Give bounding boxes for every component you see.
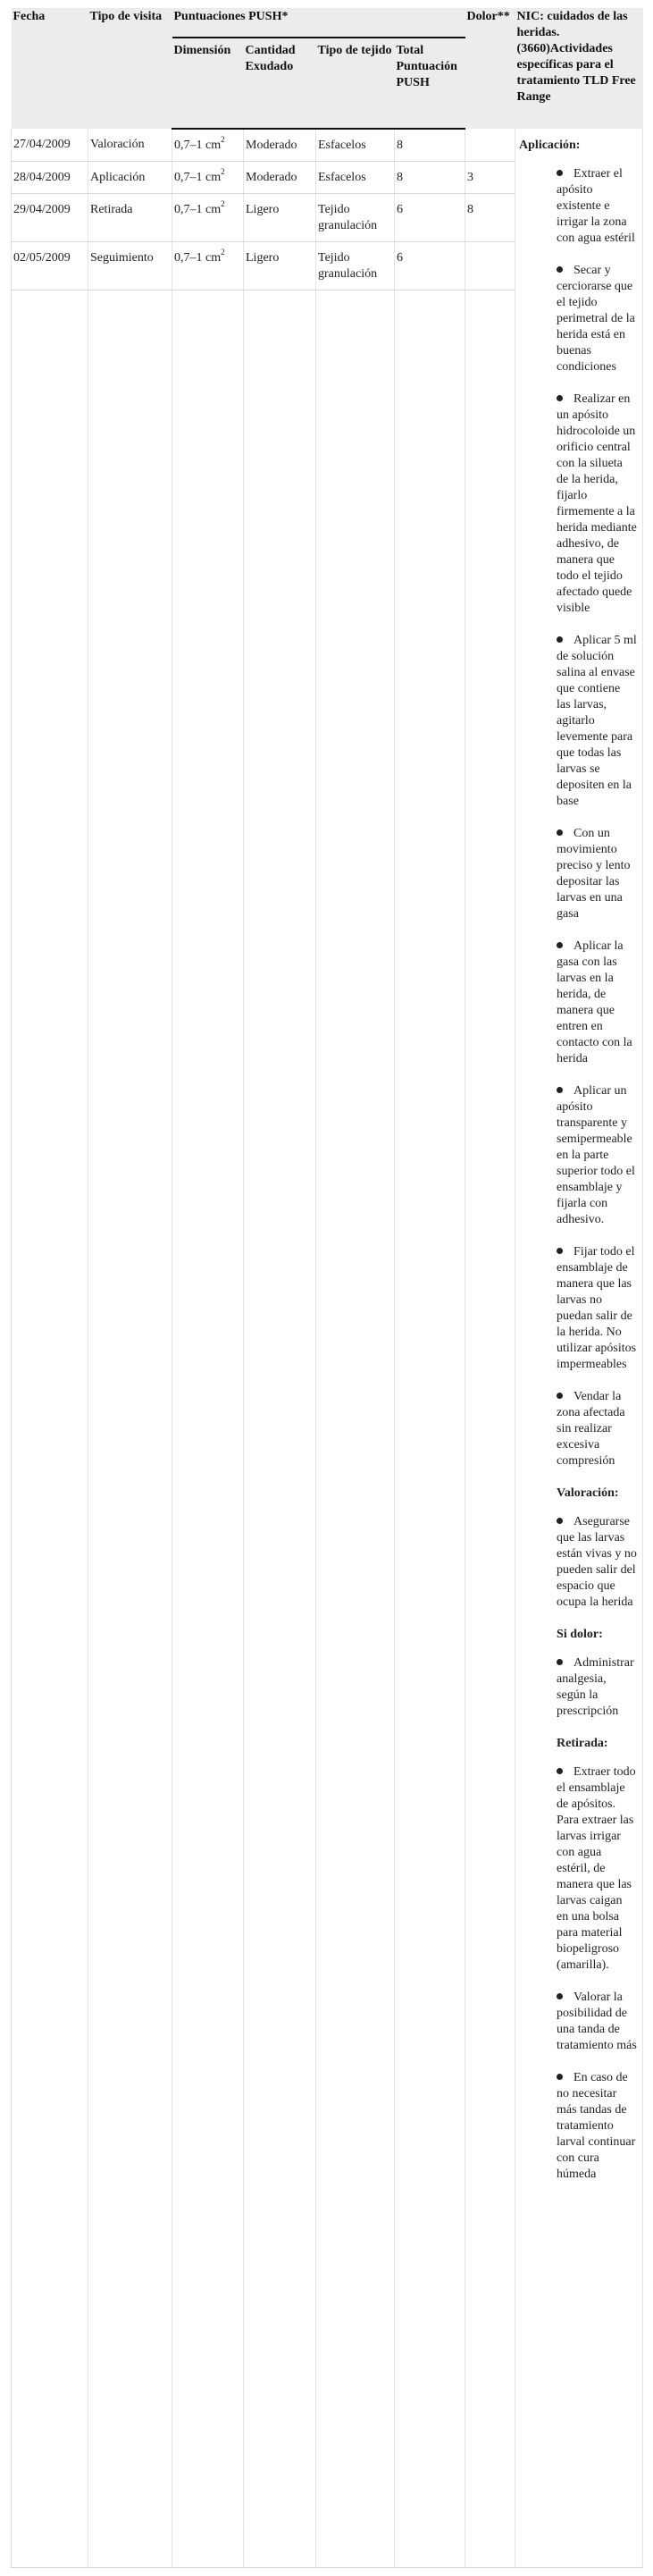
nic-activity-text: Valorar la posibilidad de una tanda de tratamiento más bbox=[557, 1991, 637, 2052]
cell-filler bbox=[395, 290, 465, 2568]
cell-exudado: Moderado bbox=[244, 129, 316, 162]
dimension-sup: 2 bbox=[221, 199, 225, 209]
header-nic: NIC: cuidados de las heridas. (3660)Actividades específicas para el tratamiento TLD Free Range bbox=[515, 8, 643, 129]
bullet-icon bbox=[557, 636, 563, 643]
bullet-icon bbox=[557, 1393, 563, 1399]
cell-fecha: 29/04/2009 bbox=[12, 194, 88, 242]
nic-activity-text: Aplicar la gasa con las larvas en la herida, de manera que entren en contacto con la herida bbox=[557, 939, 632, 1065]
nic-activities bbox=[515, 129, 643, 2568]
list-item bbox=[557, 166, 639, 247]
dimension-sup: 2 bbox=[221, 135, 225, 145]
header-push-group: Puntuaciones PUSH* bbox=[172, 8, 465, 38]
cell-dimension bbox=[172, 194, 244, 242]
dimension-sup: 2 bbox=[221, 167, 225, 177]
nic-activity-text: Extraer todo el ensamblaje de apósitos. Para extraer las larvas irrigar con agua estéril, de manera que las larvas caigan en una bolsa para material biopeligroso (amarilla). bbox=[557, 1765, 636, 1972]
table-row bbox=[12, 129, 643, 162]
nic-activity-text: Vendar la zona afectada sin realizar excesiva compresión bbox=[557, 1390, 625, 1468]
header-total-push: Total Puntuación PUSH bbox=[395, 38, 465, 129]
list-item bbox=[557, 1655, 639, 1720]
cell-dolor bbox=[465, 242, 515, 290]
cell-filler bbox=[88, 290, 172, 2568]
bullet-icon bbox=[557, 2074, 563, 2080]
dimension-value: 0,7–1 cm bbox=[174, 203, 222, 216]
list-item bbox=[557, 1990, 639, 2054]
bullet-icon bbox=[557, 1518, 563, 1524]
cell-dolor: 3 bbox=[465, 162, 515, 194]
nic-activity-text: Extraer el apósito existente e irrigar la zona con agua estéril bbox=[557, 167, 635, 245]
bullet-icon bbox=[557, 1248, 563, 1254]
nic-activity-list bbox=[519, 1655, 639, 1720]
nic-activity-text: Asegurarse que las larvas están vivas y no pueden salir del espacio que ocupa la herida bbox=[557, 1515, 637, 1609]
dimension-sup: 2 bbox=[221, 248, 225, 257]
list-item bbox=[557, 633, 639, 810]
bullet-icon bbox=[557, 1993, 563, 1999]
cell-fecha: 28/04/2009 bbox=[12, 162, 88, 194]
nic-activity-text: Administrar analgesia, según la prescripción bbox=[557, 1656, 634, 1718]
cell-total: 8 bbox=[395, 162, 465, 194]
header-cantidad-exudado: Cantidad Exudado bbox=[244, 38, 316, 129]
cell-fecha: 02/05/2009 bbox=[12, 242, 88, 290]
header-tipo-visita: Tipo de visita bbox=[88, 8, 172, 129]
cell-filler bbox=[465, 290, 515, 2568]
cell-dimension bbox=[172, 242, 244, 290]
list-item bbox=[557, 1514, 639, 1611]
nic-section-title: Aplicación: bbox=[519, 139, 581, 152]
nic-activity-text: Con un movimiento preciso y lento depositar las larvas en una gasa bbox=[557, 827, 631, 921]
header-dolor: Dolor** bbox=[465, 8, 515, 129]
cell-exudado: Moderado bbox=[244, 162, 316, 194]
nic-activity-text: Secar y cerciorarse que el tejido perimetral de la herida está en buenas condiciones bbox=[557, 264, 635, 374]
nic-activity-list bbox=[519, 166, 639, 1469]
dimension-value: 0,7–1 cm bbox=[174, 139, 222, 152]
cell-dolor bbox=[465, 129, 515, 162]
cell-filler bbox=[244, 290, 316, 2568]
cell-tipo: Aplicación bbox=[88, 162, 172, 194]
dimension-value: 0,7–1 cm bbox=[174, 171, 222, 184]
cell-filler bbox=[172, 290, 244, 2568]
cell-tejido: Tejido granulación bbox=[316, 194, 395, 242]
list-item bbox=[557, 391, 639, 617]
cell-total: 6 bbox=[395, 242, 465, 290]
cell-tejido: Esfacelos bbox=[316, 129, 395, 162]
bullet-icon bbox=[557, 170, 563, 176]
cell-fecha: 27/04/2009 bbox=[12, 129, 88, 162]
nic-activity-list bbox=[519, 1514, 639, 1611]
list-item bbox=[557, 2070, 639, 2183]
list-item bbox=[557, 263, 639, 375]
cell-tipo: Seguimiento bbox=[88, 242, 172, 290]
nic-section-title: Retirada: bbox=[557, 1737, 608, 1750]
list-item bbox=[557, 1764, 639, 1974]
list-item bbox=[557, 1083, 639, 1228]
header-dimension: Dimensión bbox=[172, 38, 244, 129]
nic-section-title: Si dolor: bbox=[557, 1628, 603, 1641]
nic-activity-text: Realizar en un apósito hidrocoloide un orificio central con la silueta de la herida, fijarlo firmemente a la herida mediante adhesivo, de manera que todo el tejido afectado quede visible bbox=[557, 392, 637, 615]
bullet-icon bbox=[557, 829, 563, 836]
cell-tipo: Valoración bbox=[88, 129, 172, 162]
nic-activity-text: Fijar todo el ensamblaje de manera que las larvas no puedan salir de la herida. No utilizar apósitos impermeables bbox=[557, 1245, 637, 1371]
cell-dimension bbox=[172, 162, 244, 194]
cell-tejido: Tejido granulación bbox=[316, 242, 395, 290]
cell-filler bbox=[12, 290, 88, 2568]
cell-dimension bbox=[172, 129, 244, 162]
nic-sections bbox=[519, 138, 639, 2183]
cell-dolor: 8 bbox=[465, 194, 515, 242]
dimension-value: 0,7–1 cm bbox=[174, 251, 222, 265]
bullet-icon bbox=[557, 1659, 563, 1665]
bullet-icon bbox=[557, 1087, 563, 1093]
cell-tejido: Esfacelos bbox=[316, 162, 395, 194]
bullet-icon bbox=[557, 266, 563, 273]
bullet-icon bbox=[557, 942, 563, 948]
nic-section-title: Valoración: bbox=[557, 1486, 619, 1500]
nic-activity-text: Aplicar 5 ml de solución salina al envase que contiene las larvas, agitarlo levemente para que todas las larvas se depositen en la base bbox=[557, 634, 637, 808]
nic-activity-list bbox=[519, 1764, 639, 2183]
bullet-icon bbox=[557, 1768, 563, 1774]
cell-total: 6 bbox=[395, 194, 465, 242]
list-item bbox=[557, 939, 639, 1067]
nic-activity-text: En caso de no necesitar más tandas de tratamiento larval continuar con cura húmeda bbox=[557, 2071, 636, 2181]
push-table bbox=[11, 8, 643, 2568]
nic-activity-text: Aplicar un apósito transparente y semipermeable en la parte superior todo el ensamblaje y fijarla con adhesivo. bbox=[557, 1084, 635, 1226]
list-item bbox=[557, 1389, 639, 1469]
cell-tipo: Retirada bbox=[88, 194, 172, 242]
header-tipo-tejido: Tipo de tejido bbox=[316, 38, 395, 129]
list-item bbox=[557, 826, 639, 922]
header-fecha: Fecha bbox=[12, 8, 88, 129]
cell-filler bbox=[316, 290, 395, 2568]
cell-exudado: Ligero bbox=[244, 242, 316, 290]
cell-total: 8 bbox=[395, 129, 465, 162]
list-item bbox=[557, 1244, 639, 1373]
bullet-icon bbox=[557, 395, 563, 401]
cell-exudado: Ligero bbox=[244, 194, 316, 242]
